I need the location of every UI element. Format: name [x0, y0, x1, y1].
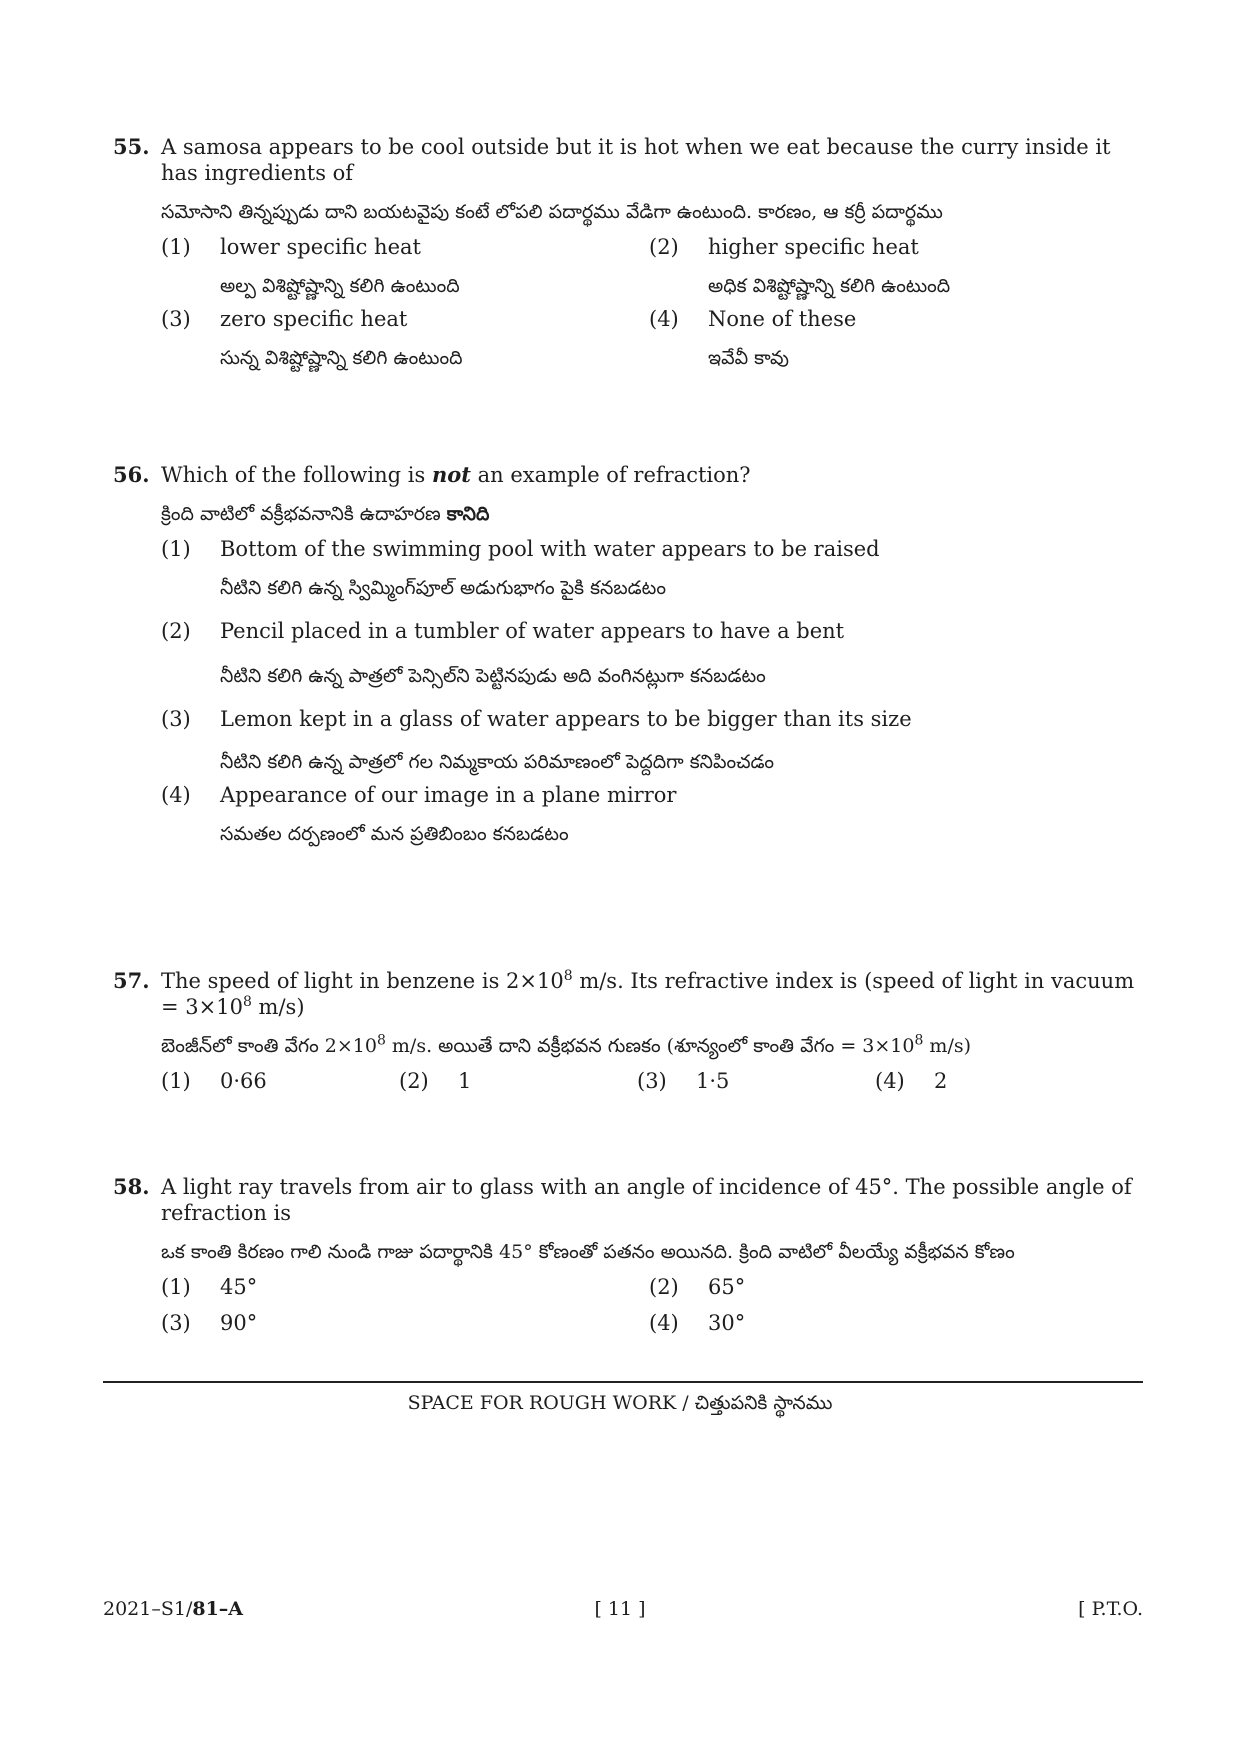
- option-text-telugu: ఇవేవీ కావు: [708, 347, 789, 369]
- exponent: 8: [242, 994, 252, 1010]
- option-text-english: Appearance of our image in a plane mirror: [220, 783, 677, 807]
- question-57: [113, 968, 1143, 1094]
- question-55: [113, 134, 1143, 370]
- option-text: 45°: [220, 1275, 258, 1299]
- option-text-english: Bottom of the swimming pool with water appears to be raised: [220, 537, 880, 561]
- option-number: (3): [161, 307, 191, 331]
- option-2: [649, 234, 1137, 298]
- options-list: [161, 1274, 1143, 1336]
- option-number: (3): [161, 1311, 191, 1335]
- option-number: (2): [161, 619, 191, 643]
- options-list: [161, 1068, 1143, 1094]
- option-text: 90°: [220, 1311, 258, 1335]
- option-text-telugu: నీటిని కలిగి ఉన్న పాత్రలో పెన్సిల్‌ని పెట్టినపుడు అది వంగినట్లుగా కనబడటం: [220, 665, 766, 687]
- option-1: [161, 536, 1143, 600]
- paper-code-bold: 81–A: [192, 1598, 244, 1620]
- exponent: 8: [563, 968, 573, 984]
- option-3: [161, 1310, 649, 1336]
- option-text-telugu: నీటిని కలిగి ఉన్న స్విమ్మింగ్‌పూల్ అడుగుభాగం పైకి కనబడటం: [220, 577, 666, 599]
- option-text-telugu: నీటిని కలిగి ఉన్న పాత్రలో గల నిమ్మకాయ పరిమాణంలో పెద్దదిగా కనిపించడం: [220, 751, 774, 773]
- option-3: [161, 306, 649, 370]
- question-text-part: an example of refraction?: [477, 463, 751, 487]
- option-3: [637, 1068, 875, 1094]
- option-number: (4): [875, 1069, 905, 1093]
- option-number: (1): [161, 1069, 191, 1093]
- option-text-english: lower specific heat: [220, 235, 421, 259]
- option-4: [875, 1068, 1113, 1094]
- option-number: (4): [161, 783, 191, 807]
- option-text: 2: [934, 1069, 948, 1093]
- question-text-part: m/s): [251, 995, 305, 1019]
- question-number: 58.: [113, 1174, 150, 1199]
- question-number: 56.: [113, 462, 150, 487]
- option-number: (3): [161, 707, 191, 731]
- option-4: [649, 306, 1137, 370]
- option-number: (2): [649, 1275, 679, 1299]
- please-turn-over: [ P.T.O.: [1078, 1598, 1143, 1620]
- option-number: (1): [161, 537, 191, 561]
- question-text-part: m/s): [923, 1035, 972, 1057]
- option-text-telugu: సున్న విశిష్టోష్ణాన్ని కలిగి ఉంటుంది: [220, 347, 463, 369]
- option-number: (1): [161, 235, 191, 259]
- emphasis-kanidi: కానిది: [446, 503, 490, 525]
- option-number: (3): [637, 1069, 667, 1093]
- question-text-telugu: ఒక కాంతి కిరణం గాలి నుండి గాజు పదార్థానికి 45° కోణంతో పతనం అయినది. క్రింది వాటిలో వీలయ్యే వక్రీభవన కోణం: [161, 1241, 1015, 1263]
- question-text-telugu: [161, 502, 1143, 526]
- option-text: 1·5: [696, 1069, 730, 1093]
- question-number: 57.: [113, 968, 150, 993]
- question-text-part: బెంజీన్‌లో కాంతి వేగం 2×10: [161, 1035, 377, 1057]
- question-text-part: క్రింది వాటిలో వక్రీభవనానికి ఉదాహరణ: [161, 503, 441, 525]
- option-text-telugu: సమతల దర్పణంలో మన ప్రతిబింబం కనబడటం: [220, 823, 569, 845]
- question-text-english: [161, 968, 1143, 1020]
- options-list: [161, 234, 1143, 370]
- option-number: (4): [649, 1311, 679, 1335]
- rough-work-divider: [103, 1381, 1143, 1383]
- option-number: (4): [649, 307, 679, 331]
- question-text-english: [161, 462, 1143, 488]
- page-number: [ 11 ]: [594, 1598, 646, 1620]
- question-text-english: A light ray travels from air to glass with an angle of incidence of 45°. The possible angle of refraction is: [161, 1175, 1132, 1225]
- option-number: (1): [161, 1275, 191, 1299]
- option-text-english: Lemon kept in a glass of water appears to be bigger than its size: [220, 707, 912, 731]
- question-text-english: A samosa appears to be cool outside but it is hot when we eat because the curry inside it has ingredients of: [161, 135, 1111, 185]
- rough-work-label: SPACE FOR ROUGH WORK / చిత్తుపనికి స్థానము: [407, 1392, 833, 1414]
- question-58: [113, 1174, 1143, 1336]
- option-text-english: None of these: [708, 307, 857, 331]
- paper-code-prefix: 2021–S1/: [103, 1598, 193, 1620]
- exponent: 8: [376, 1032, 386, 1049]
- option-3: [161, 706, 1143, 774]
- option-1: [161, 234, 649, 298]
- question-text-telugu: [161, 1034, 1143, 1058]
- question-text-part: The speed of light in benzene is 2×10: [161, 969, 564, 993]
- emphasis-not: not: [431, 462, 471, 487]
- question-text-telugu: సమోసాని తిన్నప్పుడు దాని బయటవైపు కంటే లోపలి పదార్థము వేడిగా ఉంటుంది. కారణం, ఆ కర్రీ పదార్థము: [161, 201, 943, 223]
- option-4: [161, 782, 1143, 846]
- question-56: [113, 462, 1143, 846]
- exponent: 8: [914, 1032, 924, 1049]
- question-text-part: m/s. అయితే దాని వక్రీభవన గుణకం (శూన్యంలో కాంతి వేగం = 3×10: [385, 1035, 915, 1057]
- question-number: 55.: [113, 134, 150, 159]
- option-text-english: zero specific heat: [220, 307, 408, 331]
- options-list: [161, 536, 1143, 846]
- option-text-telugu: అల్ప విశిష్టోష్ణాన్ని కలిగి ఉంటుంది: [220, 275, 460, 297]
- option-2: [649, 1274, 1137, 1300]
- option-1: [161, 1068, 399, 1094]
- option-text: 0·66: [220, 1069, 267, 1093]
- option-text: 30°: [708, 1311, 746, 1335]
- question-text-part: Which of the following is: [161, 463, 426, 487]
- option-2: [399, 1068, 637, 1094]
- option-text: 65°: [708, 1275, 746, 1299]
- option-text-telugu: అధిక విశిష్టోష్ణాన్ని కలిగి ఉంటుంది: [708, 275, 951, 297]
- option-number: (2): [649, 235, 679, 259]
- option-text-english: higher specific heat: [708, 235, 919, 259]
- option-2: [161, 618, 1143, 688]
- question-text-part: m/s. Its refractive index is (speed of light in vacuum = 3×10: [161, 969, 1135, 1019]
- option-text-english: Pencil placed in a tumbler of water appears to have a bent: [220, 619, 845, 643]
- option-text: 1: [458, 1069, 472, 1093]
- option-1: [161, 1274, 649, 1300]
- option-4: [649, 1310, 1137, 1336]
- option-number: (2): [399, 1069, 429, 1093]
